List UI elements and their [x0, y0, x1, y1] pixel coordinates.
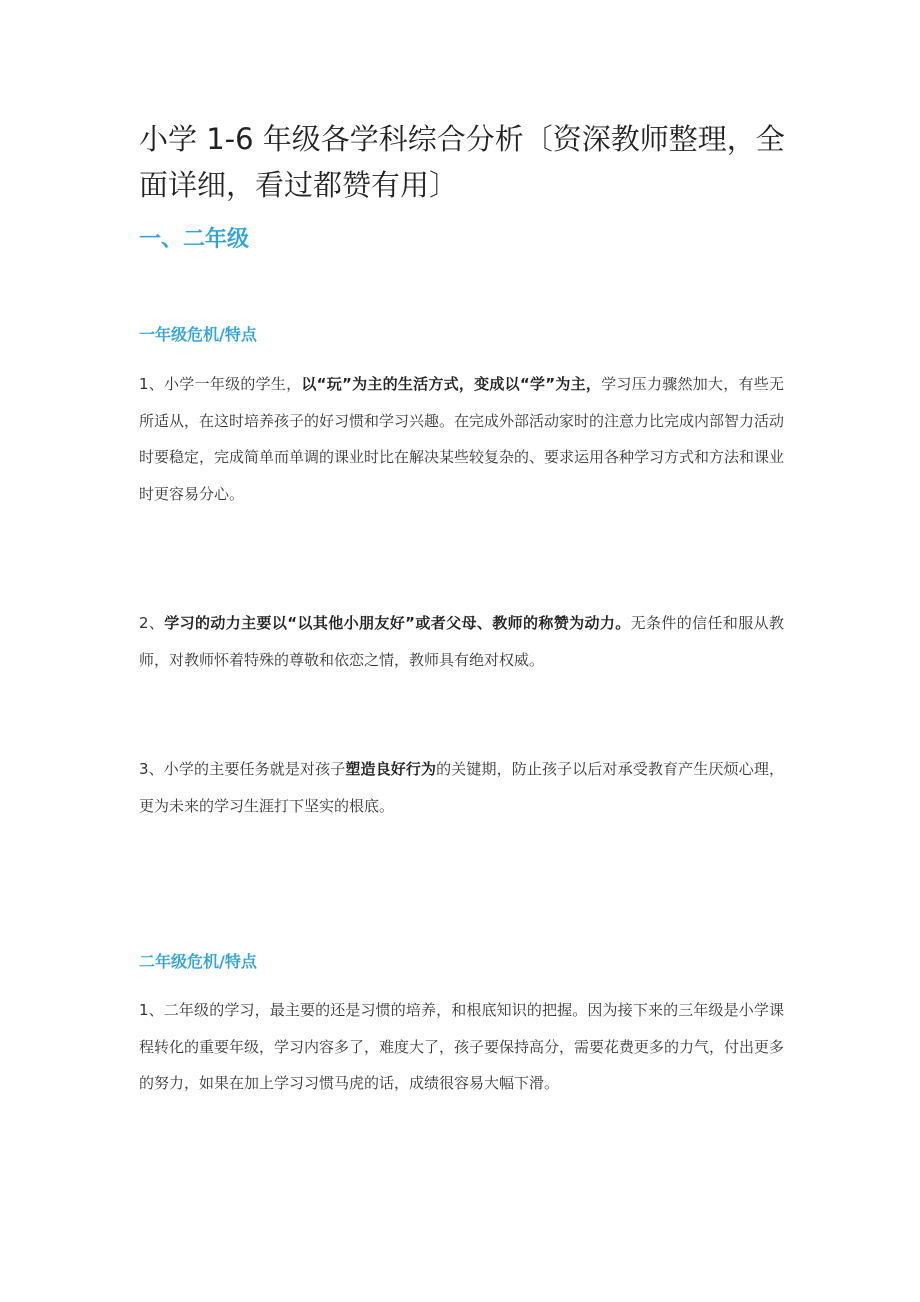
grade1-paragraph-2	[139, 605, 784, 678]
paragraph-text: 学习压力骤然加大，有些无所适从，在这时培养孩子的好习惯和学习兴趣。在完成外部活动家时的注意力比完成内部智力活动时要稳定，完成简单而单调的课业时比在解决某些较复杂的、要求运用各种学习方式和方法和课业时更容易分心。	[139, 375, 785, 503]
section-heading: 一、二年级	[139, 227, 250, 252]
bold-emphasis: 塑造良好行为	[345, 760, 437, 778]
bold-emphasis: 学习的动力主要以“以其他小朋友好”或者父母、教师的称赞为动力。	[164, 614, 631, 632]
grade2-paragraph-1: 1、二年级的学习，最主要的还是习惯的培养，和根底知识的把握。因为接下来的三年级是小学课程转化的重要年级，学习内容多了，难度大了，孩子要保持高分，需要花费更多的力气，付出更多的努力，如果在加上学习习惯马虎的话，成绩很容易大幅下滑。	[139, 1001, 785, 1092]
grade1-heading: 一年级危机/特点	[139, 325, 257, 344]
paragraph-text: 的关键期，防止孩子以后对承受教育产生厌烦心理，更为未来的学习生涯打下坚实的根底。	[139, 760, 784, 815]
paragraph-text: 1、小学一年级的学生，	[139, 375, 302, 393]
document-title: 小学 1-6 年级各学科综合分析〔资深教师整理，全面详细，看过都赞有用〕	[139, 122, 785, 202]
paragraph-text: 2、	[139, 614, 165, 632]
grade1-paragraph-3	[139, 751, 784, 824]
paragraph-text: 无条件的信任和服从教师，对教师怀着特殊的尊敬和依恋之情，教师具有绝对权威。	[139, 614, 784, 669]
paragraph-text: 3、小学的主要任务就是对孩子	[139, 760, 346, 778]
grade2-heading: 二年级危机/特点	[139, 952, 257, 971]
bold-emphasis: 以“玩”为主的生活方式，变成以“学”为主，	[301, 375, 602, 393]
grade1-paragraph-1	[139, 366, 784, 512]
